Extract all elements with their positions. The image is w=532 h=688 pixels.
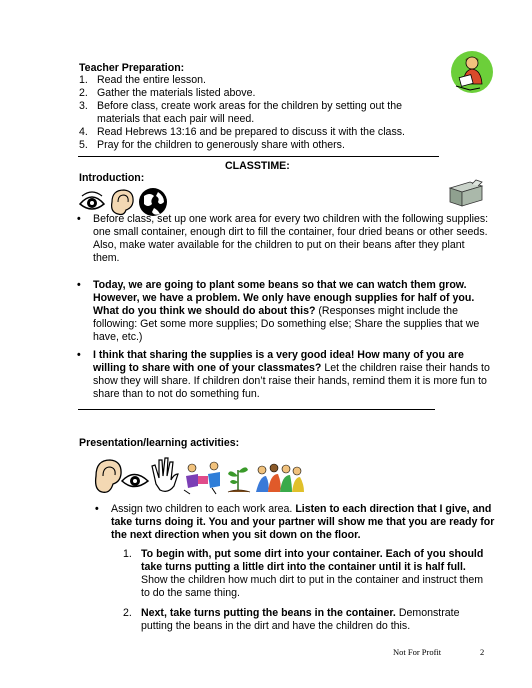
list-item: 1. Read the entire lesson. (79, 74, 206, 86)
eye-icon (80, 192, 104, 209)
list-item: 4. Read Hebrews 13:16 and be prepared to discuss it with the class. (79, 126, 405, 138)
introduction-heading: Introduction: (79, 172, 145, 184)
intro-bullet-1: • Before class, set up one work area for every two children with the following supplies: one small container, enough dirt to fill the container, four dried beans or other seeds. Also, make water available for the children to put on their beans after they plant them. (77, 213, 489, 264)
intro-bullet-3: • I think that sharing the supplies is a very good idea! How many of you are willing to share with one of your classmates? Let the children raise their hands to show they will share. If children don’t raise their hands, remind them it is more fun to share than to not do something fun. (77, 349, 490, 400)
hand-icon (152, 458, 178, 491)
list-item: 3. Before class, create work areas for the children by setting out the materials that each pair will need. (79, 100, 403, 125)
section-divider (78, 156, 439, 157)
desk-icon (446, 178, 486, 208)
teacher-prep-heading: Teacher Preparation: (79, 62, 185, 74)
step-1: 1. To begin with, put some dirt into your container. Each of you should take turns putting a little dirt into the container until it is half full. Show the children how much dirt to put in the container and instruct them to do the same thing. (123, 548, 484, 599)
children-sharing-icon (184, 462, 220, 494)
list-item: 5. Pray for the children to generously share with others. (79, 139, 345, 151)
group-icon (256, 464, 304, 492)
step-2: 2. Next, take turns putting the beans in the container. Demonstrate putting the beans in the dirt and have the children do this. (123, 607, 460, 632)
intro-bullet-2: • Today, we are going to plant some beans so that we can watch them grow. However, we have a problem. We only have enough supplies for half of you. What do you think we should do about this? (Responses might include the following: Get some more supplies; Do something else; Share the supplies that we have, etc.) (77, 279, 480, 343)
presentation-heading: Presentation/learning activities: (79, 437, 240, 449)
child-reading-icon (450, 50, 494, 94)
presentation-icons (94, 454, 306, 496)
ear-icon (112, 190, 133, 215)
presentation-bullet: • Assign two children to each work area. Listen to each direction that I give, and take turns doing it. You and your partner will show me that you are ready for the next direction when you sit down on the floor. (95, 503, 495, 541)
plant-icon (228, 467, 250, 492)
section-divider (78, 409, 435, 410)
eye-icon (122, 475, 148, 487)
ear-icon (96, 460, 121, 492)
globe-icon (139, 188, 167, 216)
teacher-prep-list (79, 74, 439, 152)
footer-label: Not For Profit (393, 647, 442, 657)
classtime-heading: CLASSTIME: (225, 160, 290, 172)
page-number: 2 (480, 647, 485, 657)
list-item: 2. Gather the materials listed above. (79, 87, 256, 99)
